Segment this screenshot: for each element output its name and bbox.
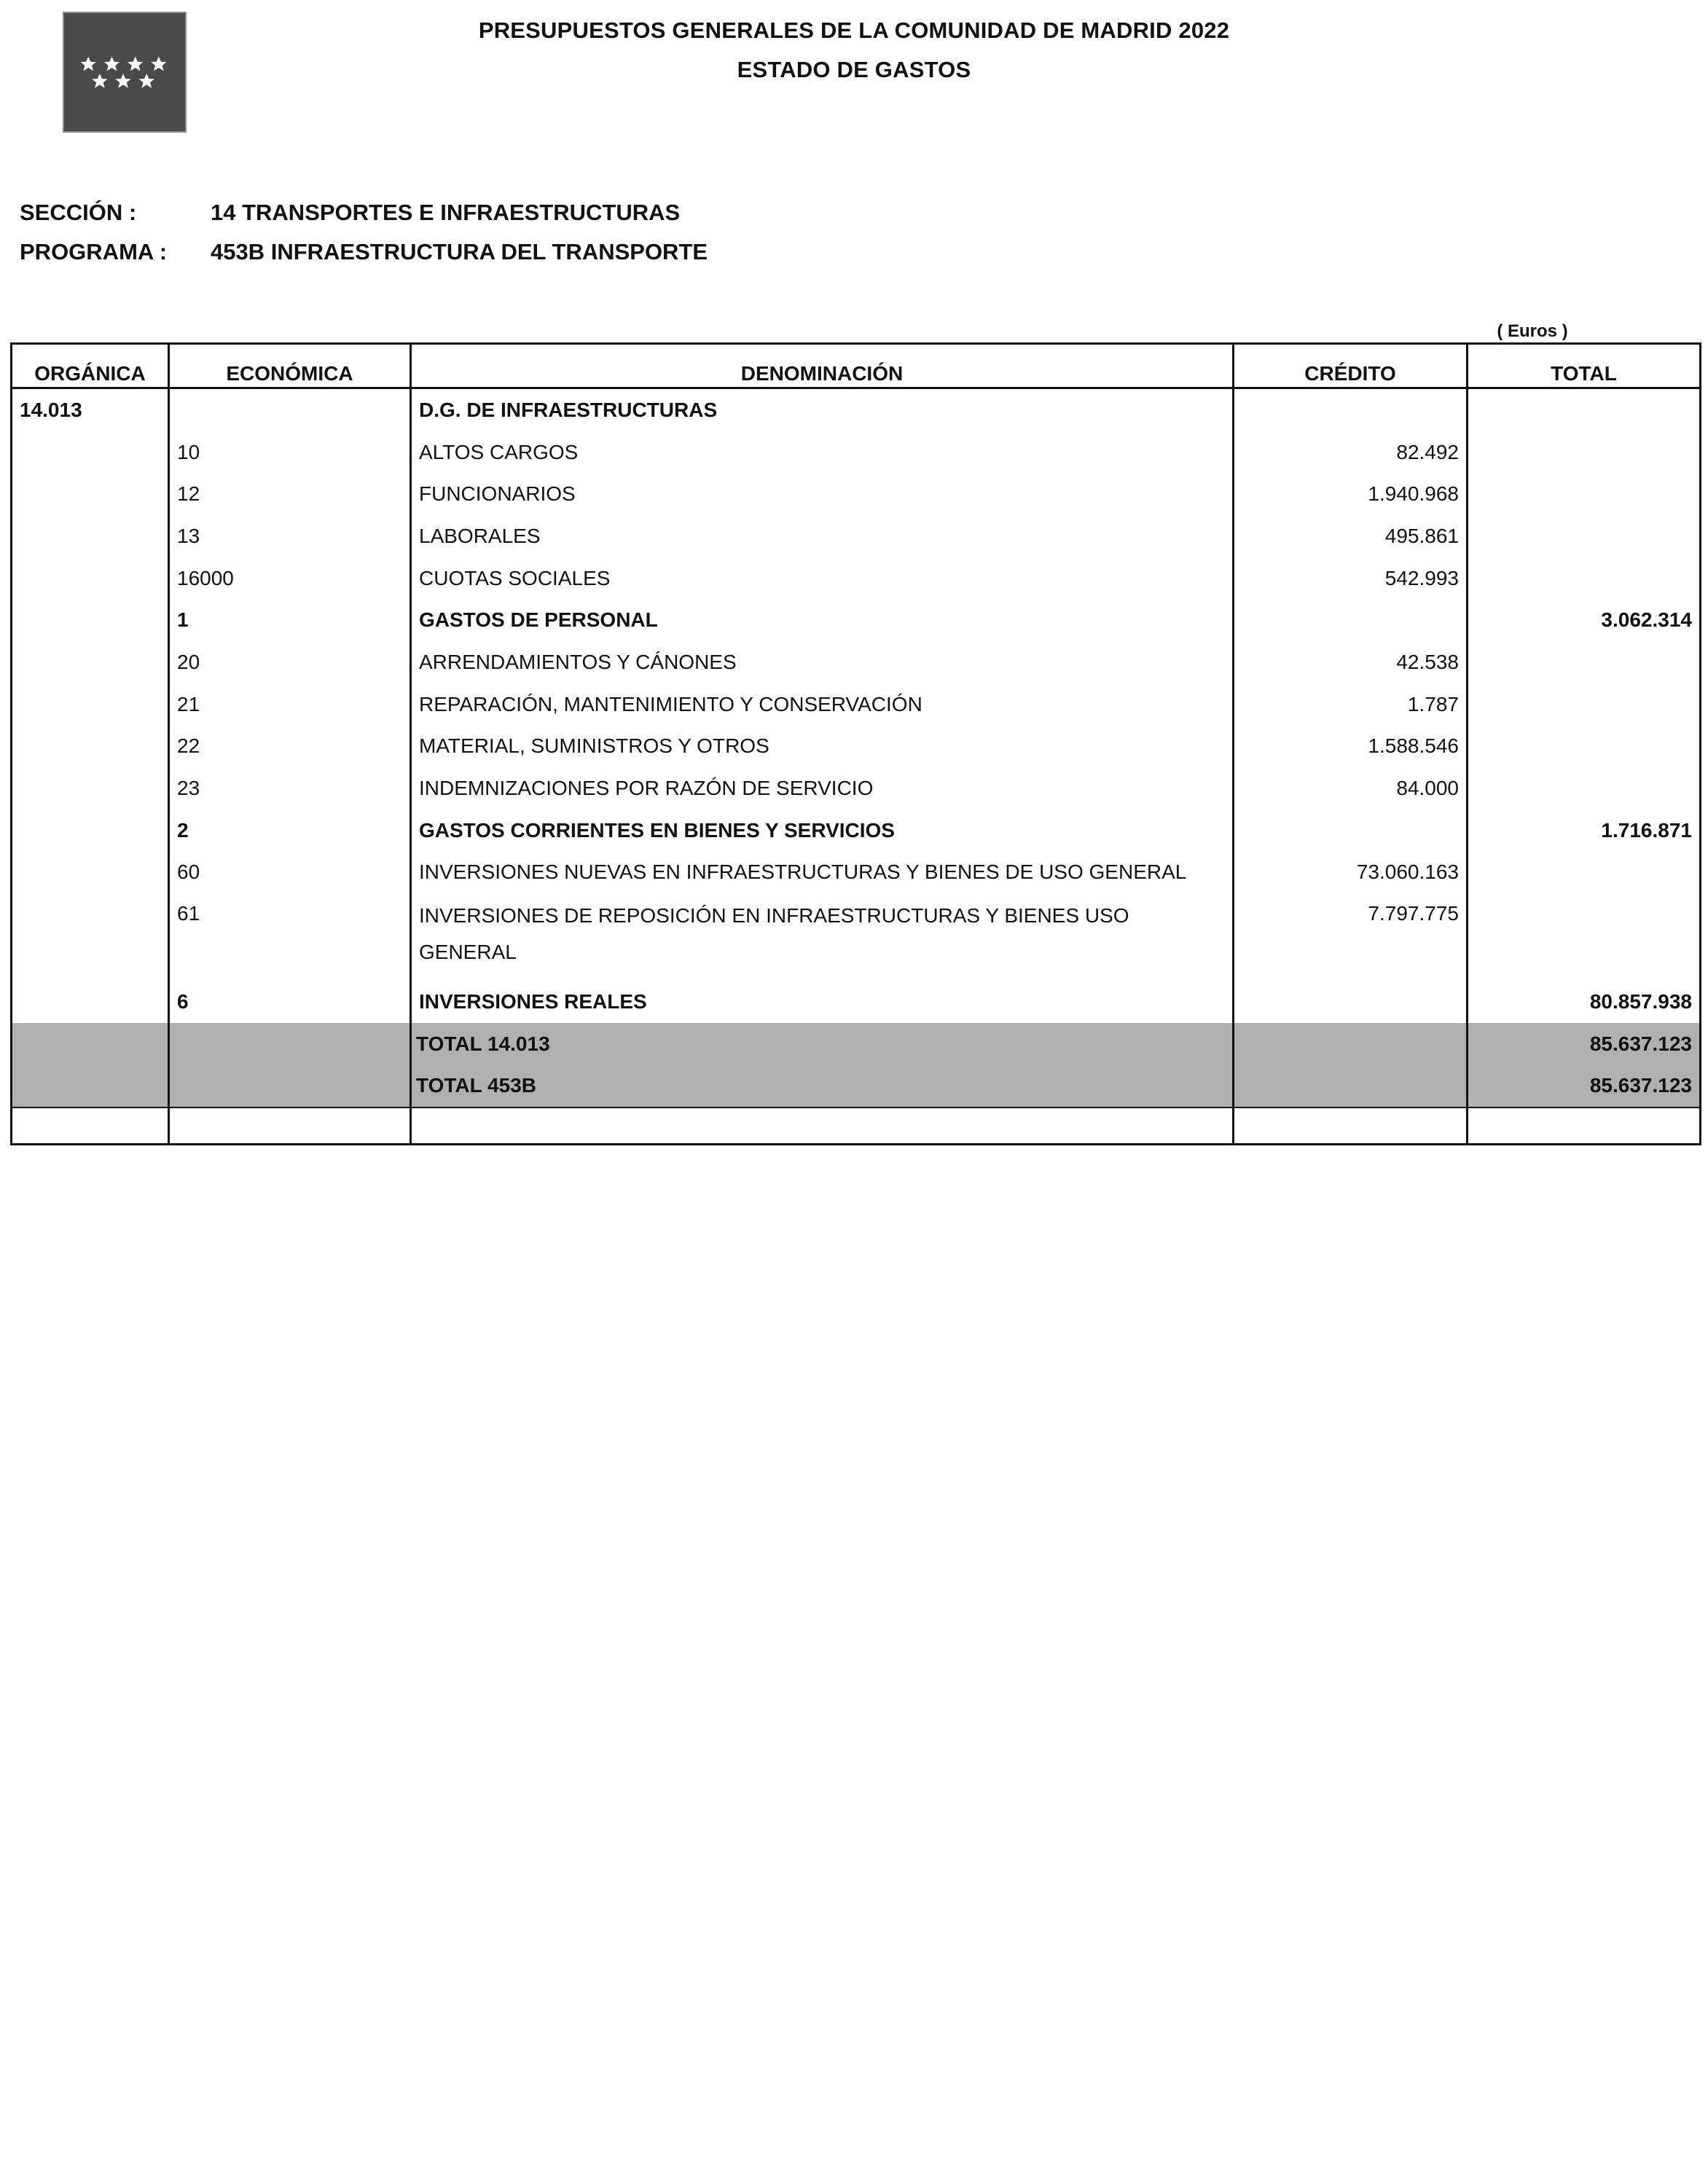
programa-line xyxy=(20,239,708,265)
total-cell xyxy=(1468,557,1701,600)
table-header-row xyxy=(12,344,1701,388)
column-header-organica: ORGÁNICA xyxy=(12,344,169,388)
table-row xyxy=(12,726,1701,768)
credito-cell: 1.588.546 xyxy=(1234,726,1468,768)
total-cell xyxy=(1468,473,1701,515)
empty-cell xyxy=(411,1107,1234,1145)
credito-cell xyxy=(1234,388,1468,431)
credito-cell xyxy=(1234,599,1468,641)
economica-cell: 61 xyxy=(169,893,411,981)
total-cell xyxy=(1468,893,1701,981)
total-row xyxy=(12,1023,1701,1065)
denominacion-cell: INVERSIONES REALES xyxy=(411,981,1234,1023)
denominacion-cell: GASTOS DE PERSONAL xyxy=(411,599,1234,641)
total-cell xyxy=(1468,641,1701,683)
denominacion-cell: INDEMNIZACIONES POR RAZÓN DE SERVICIO xyxy=(411,767,1234,809)
organica-cell xyxy=(12,852,169,894)
credito-cell xyxy=(1234,1023,1468,1065)
document-subtitle: ESTADO DE GASTOS xyxy=(737,57,971,82)
total-cell xyxy=(1468,388,1701,431)
denominacion-cell: INVERSIONES NUEVAS EN INFRAESTRUCTURAS Y BIENES DE USO GENERAL xyxy=(411,852,1234,894)
organica-cell xyxy=(12,473,169,515)
total-cell xyxy=(1468,683,1701,726)
economica-cell: 23 xyxy=(169,767,411,809)
organica-cell xyxy=(12,809,169,852)
denominacion-cell: REPARACIÓN, MANTENIMIENTO Y CONSERVACIÓN xyxy=(411,683,1234,726)
organica-cell xyxy=(12,726,169,768)
economica-cell: 22 xyxy=(169,726,411,768)
credito-cell: 7.797.775 xyxy=(1234,893,1468,981)
denominacion-cell: MATERIAL, SUMINISTROS Y OTROS xyxy=(411,726,1234,768)
table-row xyxy=(12,431,1701,474)
credito-cell: 542.993 xyxy=(1234,557,1468,600)
credito-cell: 1.940.968 xyxy=(1234,473,1468,515)
empty-cell xyxy=(169,1107,411,1145)
credito-cell: 1.787 xyxy=(1234,683,1468,726)
economica-cell xyxy=(169,1065,411,1108)
denominacion-cell: INVERSIONES DE REPOSICIÓN EN INFRAESTRUCTURAS Y BIENES USO GENERAL xyxy=(411,893,1234,981)
economica-cell: 13 xyxy=(169,515,411,557)
table-row xyxy=(12,809,1701,852)
column-header-economica: ECONÓMICA xyxy=(169,344,411,388)
economica-cell xyxy=(169,1023,411,1065)
table-row xyxy=(12,473,1701,515)
organica-cell xyxy=(12,1065,169,1108)
empty-cell xyxy=(12,1107,169,1145)
table-row xyxy=(12,641,1701,683)
total-cell: 1.716.871 xyxy=(1468,809,1701,852)
credito-cell xyxy=(1234,981,1468,1023)
organica-cell xyxy=(12,767,169,809)
organica-cell xyxy=(12,599,169,641)
economica-cell xyxy=(169,388,411,431)
table-row xyxy=(12,893,1701,981)
economica-cell: 10 xyxy=(169,431,411,474)
denominacion-cell: D.G. DE INFRAESTRUCTURAS xyxy=(411,388,1234,431)
total-row xyxy=(12,1065,1701,1108)
organica-cell xyxy=(12,683,169,726)
organica-cell: 14.013 xyxy=(12,388,169,431)
total-cell: 3.062.314 xyxy=(1468,599,1701,641)
economica-cell: 2 xyxy=(169,809,411,852)
denominacion-cell: TOTAL 14.013 xyxy=(411,1023,1234,1065)
economica-cell: 20 xyxy=(169,641,411,683)
organica-cell xyxy=(12,1023,169,1065)
budget-table xyxy=(10,342,1701,1145)
total-cell xyxy=(1468,726,1701,768)
document-title: PRESUPUESTOS GENERALES DE LA COMUNIDAD DE MADRID 2022 xyxy=(478,17,1230,43)
total-cell xyxy=(1468,767,1701,809)
table-row xyxy=(12,599,1701,641)
organica-cell xyxy=(12,893,169,981)
denominacion-cell: FUNCIONARIOS xyxy=(411,473,1234,515)
denominacion-cell: LABORALES xyxy=(411,515,1234,557)
table-row xyxy=(12,557,1701,600)
total-cell xyxy=(1468,852,1701,894)
seccion-value: 14 TRANSPORTES E INFRAESTRUCTURAS xyxy=(211,200,681,225)
table-row xyxy=(12,852,1701,894)
economica-cell: 1 xyxy=(169,599,411,641)
denominacion-cell: ALTOS CARGOS xyxy=(411,431,1234,474)
total-cell xyxy=(1468,431,1701,474)
credito-cell: 495.861 xyxy=(1234,515,1468,557)
table-row xyxy=(12,515,1701,557)
credito-cell: 73.060.163 xyxy=(1234,852,1468,894)
denominacion-cell: ARRENDAMIENTOS Y CÁNONES xyxy=(411,641,1234,683)
credito-cell: 82.492 xyxy=(1234,431,1468,474)
total-cell: 85.637.123 xyxy=(1468,1023,1701,1065)
table-row xyxy=(12,767,1701,809)
organica-cell xyxy=(12,981,169,1023)
seccion-label: SECCIÓN : xyxy=(20,200,137,225)
total-cell: 85.637.123 xyxy=(1468,1065,1701,1108)
credito-cell: 42.538 xyxy=(1234,641,1468,683)
seccion-line xyxy=(20,200,680,226)
organica-cell xyxy=(12,515,169,557)
economica-cell: 16000 xyxy=(169,557,411,600)
denominacion-cell: CUOTAS SOCIALES xyxy=(411,557,1234,600)
credito-cell: 84.000 xyxy=(1234,767,1468,809)
economica-cell: 12 xyxy=(169,473,411,515)
denominacion-cell: TOTAL 453B xyxy=(411,1065,1234,1108)
economica-cell: 6 xyxy=(169,981,411,1023)
organica-cell xyxy=(12,557,169,600)
column-header-total: TOTAL xyxy=(1468,344,1701,388)
table-footer-row xyxy=(12,1107,1701,1145)
programa-label: PROGRAMA : xyxy=(20,239,168,264)
economica-cell: 60 xyxy=(169,852,411,894)
economica-cell: 21 xyxy=(169,683,411,726)
credito-cell xyxy=(1234,809,1468,852)
denominacion-cell: GASTOS CORRIENTES EN BIENES Y SERVICIOS xyxy=(411,809,1234,852)
organica-cell xyxy=(12,431,169,474)
column-header-credito: CRÉDITO xyxy=(1234,344,1468,388)
units-label: ( Euros ) xyxy=(1497,321,1568,341)
total-cell xyxy=(1468,515,1701,557)
empty-cell xyxy=(1234,1107,1468,1145)
column-header-denominacion: DENOMINACIÓN xyxy=(411,344,1234,388)
empty-cell xyxy=(1468,1107,1701,1145)
organica-cell xyxy=(12,641,169,683)
programa-value: 453B INFRAESTRUCTURA DEL TRANSPORTE xyxy=(211,239,708,264)
total-cell: 80.857.938 xyxy=(1468,981,1701,1023)
table-row xyxy=(12,388,1701,431)
table-row xyxy=(12,981,1701,1023)
credito-cell xyxy=(1234,1065,1468,1108)
table-row xyxy=(12,683,1701,726)
